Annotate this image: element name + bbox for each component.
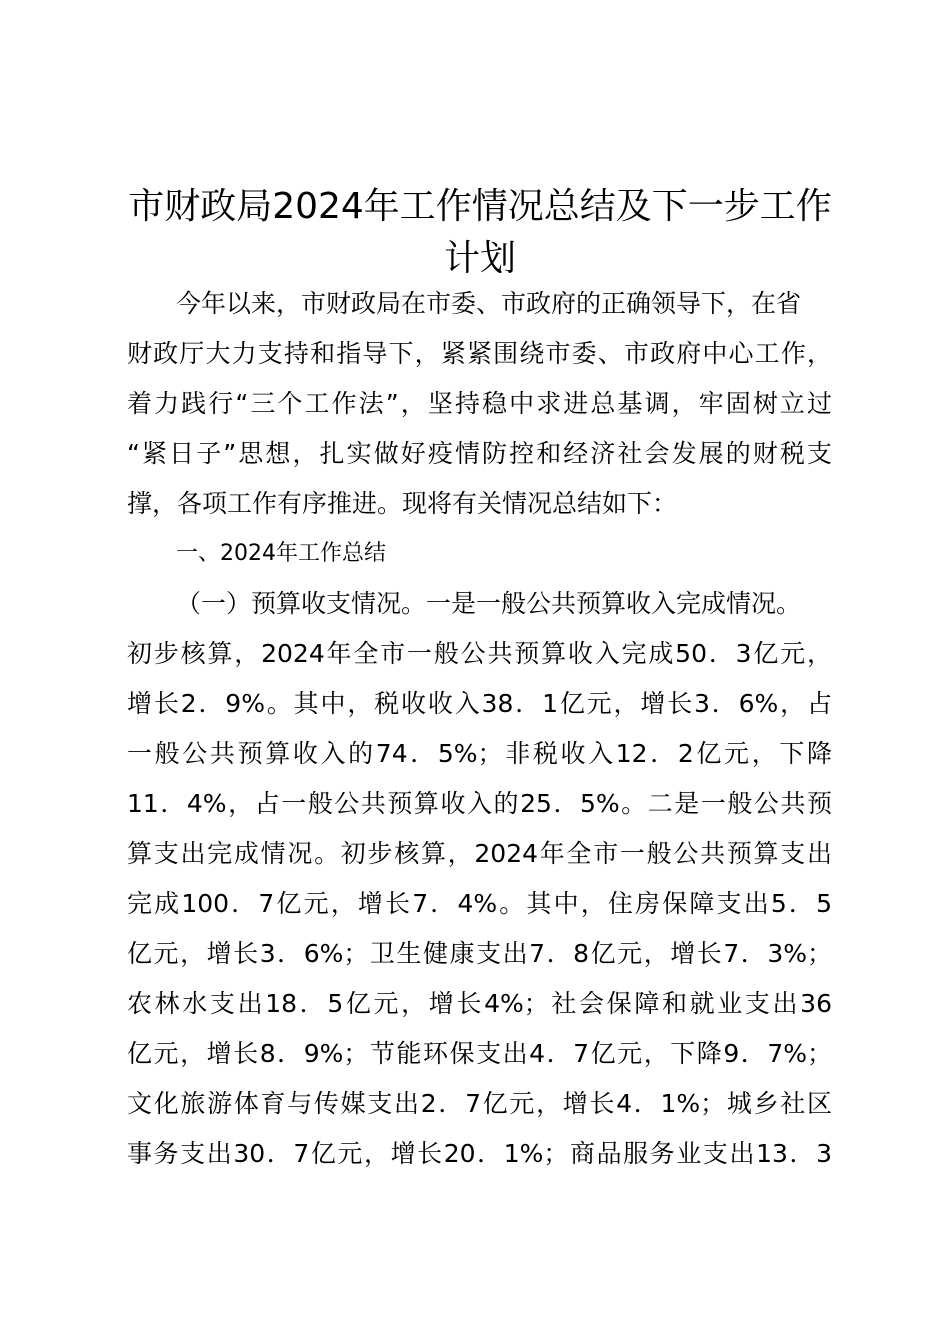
section-heading: 一、2024年工作总结 bbox=[176, 541, 386, 566]
paragraph-line-17: 事务支出30．7亿元，增长20．1%；商品服务业支出13．3 bbox=[127, 1139, 832, 1168]
paragraph-line-16: 文化旅游体育与传媒支出2．7亿元，增长4．1%；城乡社区 bbox=[127, 1089, 832, 1118]
paragraph-line-9: 一般公共预算收入的74．5%；非税收入12．2亿元，下降 bbox=[127, 739, 832, 768]
paragraph-line-14: 农林水支出18．5亿元，增长4%；社会保障和就业支出36 bbox=[127, 989, 832, 1018]
paragraph-line-12: 完成100．7亿元，增长7．4%。其中，住房保障支出5．5 bbox=[127, 889, 832, 918]
paragraph-line-8: 增长2．9%。其中，税收收入38．1亿元，增长3．6%，占 bbox=[127, 689, 832, 718]
paragraph-line-10: 11．4%，占一般公共预算收入的25．5%。二是一般公共预 bbox=[127, 789, 832, 818]
paragraph-line-4: “紧日子”思想，扎实做好疫情防控和经济社会发展的财税支 bbox=[127, 439, 832, 468]
paragraph-line-11: 算支出完成情况。初步核算，2024年全市一般公共预算支出 bbox=[127, 839, 832, 868]
paragraph-line-5: 撑，各项工作有序推进。现将有关情况总结如下： bbox=[127, 489, 678, 518]
paragraph-line-3: 着力践行“三个工作法”，坚持稳中求进总基调，牢固树立过 bbox=[127, 389, 832, 418]
paragraph-line-13: 亿元，增长3．6%；卫生健康支出7．8亿元，增长7．3%； bbox=[127, 939, 832, 968]
paragraph-line-6: （一）预算收支情况。一是一般公共预算收入完成情况。 bbox=[176, 589, 802, 618]
document-title-line-1: 市财政局2024年工作情况总结及下一步工作 bbox=[128, 186, 832, 227]
paragraph-line-1: 今年以来，市财政局在市委、市政府的正确领导下，在省 bbox=[176, 289, 802, 318]
paragraph-line-7: 初步核算，2024年全市一般公共预算收入完成50．3亿元， bbox=[127, 639, 832, 668]
paragraph-line-15: 亿元，增长8．9%；节能环保支出4．7亿元，下降9．7%； bbox=[127, 1039, 832, 1068]
paragraph-line-2: 财政厅大力支持和指导下，紧紧围绕市委、市政府中心工作， bbox=[127, 339, 832, 368]
document-title-line-2: 计划 bbox=[443, 238, 516, 279]
